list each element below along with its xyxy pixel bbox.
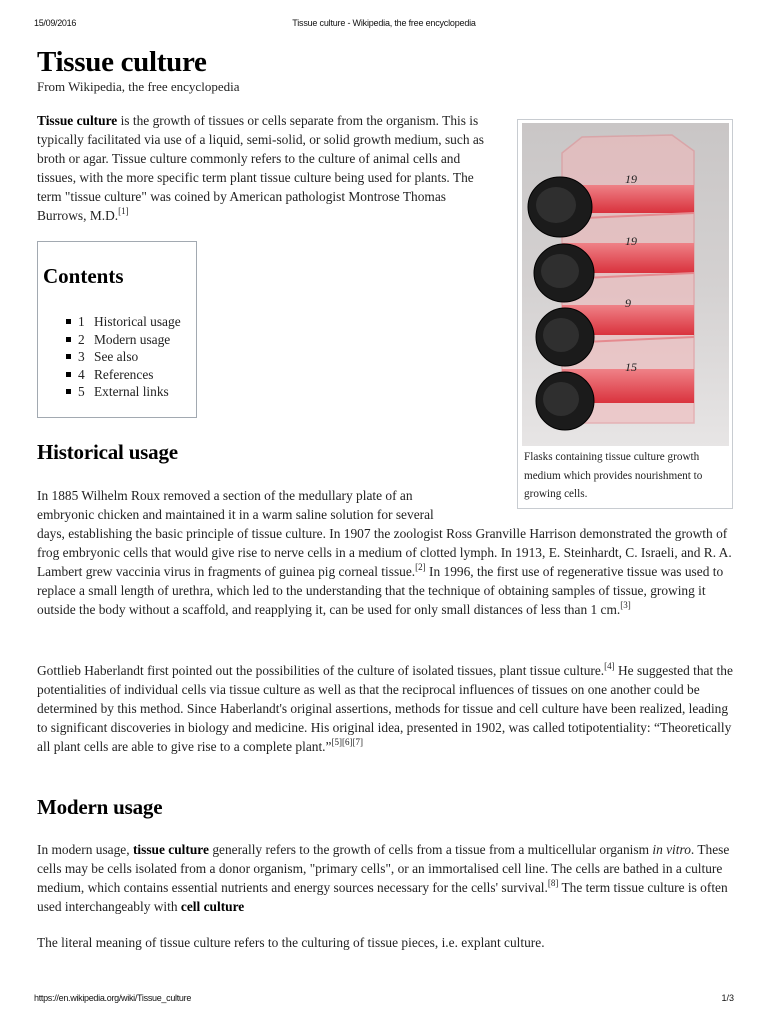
- svg-text:19: 19: [625, 234, 637, 248]
- svg-text:15: 15: [625, 360, 637, 374]
- bold-link-cell-culture[interactable]: cell culture: [180, 899, 245, 914]
- tissue-culture-flasks-illustration: [522, 123, 729, 446]
- section-heading-historical-usage: Historical usage: [37, 440, 178, 464]
- print-url: https://en.wikipedia.org/wiki/Tissue_culture: [34, 993, 192, 1003]
- toc-item-see-also[interactable]: 3 See also: [66, 348, 181, 366]
- citation-link[interactable]: [4]: [604, 661, 615, 671]
- paragraph-modern-2: The literal meaning of tissue culture refers to the culturing of tissue pieces, i.e. explant culture.: [37, 935, 545, 950]
- lead-paragraph: [37, 111, 497, 225]
- toc-heading: Contents: [43, 264, 124, 288]
- print-page-title: Tissue culture - Wikipedia, the free encyclopedia: [292, 18, 476, 28]
- print-header: [0, 18, 768, 32]
- toc-item-external-links[interactable]: 5 External links: [66, 383, 181, 401]
- paragraph-historical-2: Gottlieb Haberlandt first pointed out the possibilities of the culture of isolated tissues, plant tissue culture.[4] He suggested that the potentialities of individual cells via tissue culture as well as that the reciprocal influences of tissues on one another could be determined by this method. Since Haberlandt's original assertions, methods for tissue and cell culture have been realized, leading to significant discoveries in biology and medicine. His original idea, presented in 1902, was called totipotentiality: “Theoretically all plant cells are able to give rise to a complete plant.”[5][6][7]: [37, 661, 733, 754]
- article-content: [37, 44, 733, 950]
- citation-link[interactable]: [3]: [620, 600, 631, 610]
- section-heading-modern-usage: Modern usage: [37, 795, 163, 819]
- citation-link[interactable]: [2]: [415, 562, 426, 572]
- page-title: Tissue culture: [37, 46, 207, 78]
- toc-item-modern-usage[interactable]: 2 Modern usage: [66, 331, 181, 349]
- lead-bold-term: Tissue culture: [37, 113, 118, 128]
- flasks-image[interactable]: [522, 123, 729, 446]
- bold-term: tissue culture: [132, 842, 209, 857]
- toc-list: [66, 313, 181, 401]
- citation-link[interactable]: [1]: [118, 206, 129, 216]
- paragraph-modern-1: In modern usage, tissue culture generally refers to the growth of cells from a tissue from a multicellular organism in vitro. These cells may be cells isolated from a donor organism, "primary cells", or an immortalised cell line. The cells are bathed in a culture medium, which contains essential nutrients and energy sources necessary for the cells' survival.[8] The term tissue culture is often used interchangeably with cell culture: [37, 842, 730, 914]
- italic-term: in vitro: [652, 842, 691, 857]
- svg-text:19: 19: [625, 172, 637, 186]
- page-number: 1/3: [721, 993, 734, 1003]
- paragraph-historical-1b: days, establishing the basic principle of tissue culture. In 1907 the zoologist Ross Granville Harrison demonstrated the growth of frog embryonic cells that would give rise to nerve cells in a medium of clotted lymph. In 1913, E. Steinhardt, C. Israeli, and R. A. Lambert grew vaccinia virus in fragments of guinea pig corneal tissue.[2] In 1996, the first use of regenerative tissue was used to replace a small length of urethra, which led to the understanding that the technique of obtaining samples of tissue, growing it outside the body without a scaffold, and reapplying it, can be used for only small distances of less than 1 cm.[3]: [37, 526, 732, 617]
- table-of-contents: [37, 241, 197, 418]
- paragraph-historical-1a: In 1885 Wilhelm Roux removed a section of the medullary plate of an embryonic chicken and maintained it in a warm saline solution for several: [37, 488, 434, 522]
- lead-text: is the growth of tissues or cells separate from the organism. This is typically facilitated via use of a liquid, semi-solid, or solid growth medium, such as broth or agar. Tissue culture commonly refers to the culture of animal cells and tissues, with the more specific term plant tissue culture being used for plants. The term "tissue culture" was coined by American pathologist Montrose Thomas Burrows, M.D.: [37, 113, 485, 223]
- toc-item-references[interactable]: 4 References: [66, 366, 181, 384]
- article-subtitle: From Wikipedia, the free encyclopedia: [37, 79, 240, 94]
- citation-link[interactable]: [8]: [547, 878, 559, 888]
- print-date: 15/09/2016: [34, 18, 77, 28]
- figure-caption: Flasks containing tissue culture growth medium which provides nourishment to growing cells.: [524, 451, 703, 500]
- svg-text:9: 9: [625, 296, 631, 310]
- figure-thumbnail: [517, 119, 733, 509]
- toc-item-historical-usage[interactable]: 1 Historical usage: [66, 313, 181, 331]
- citation-link[interactable]: [5][6][7]: [331, 737, 363, 747]
